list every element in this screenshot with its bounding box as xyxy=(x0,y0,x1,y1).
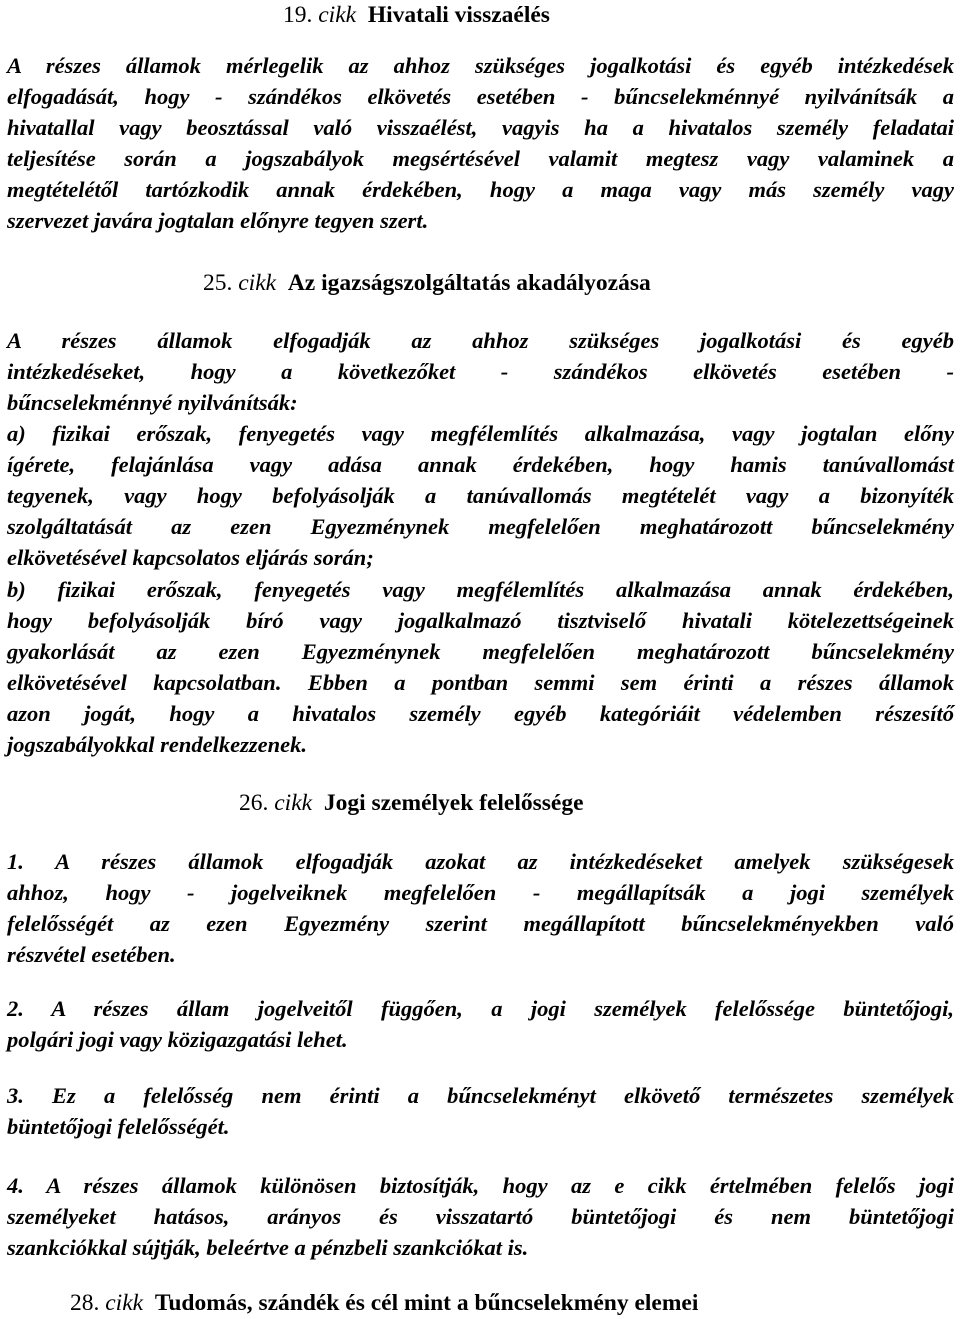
text-line: részvétel esetében. xyxy=(7,942,176,967)
article-title: Tudomás, szándék és cél mint a bűncselekmény elemei xyxy=(154,1290,699,1316)
text-line: jogszabályokkal rendelkezzenek. xyxy=(7,732,307,757)
text-line: ígérete, felajánlása vagy adása annak érdekében, hogy hamis tanúvallomást xyxy=(7,452,954,477)
article-26-paragraph-3 xyxy=(7,1080,954,1142)
article-25-item-b xyxy=(7,574,954,760)
text-line: szervezet javára jogtalan előnyre tegyen szert. xyxy=(7,208,429,233)
text-line: személyeket hatásos, arányos és visszatartó büntetőjogi és nem büntetőjogi xyxy=(7,1204,954,1229)
article-word: cikk xyxy=(105,1290,144,1316)
article-word: cikk xyxy=(318,2,357,28)
article-title: Hivatali visszaélés xyxy=(367,2,550,28)
article-number: 26. xyxy=(239,790,269,816)
text-line: ahhoz, hogy - jogelveiknek megfelelően - megállapítsák a jogi személyek xyxy=(7,880,954,905)
article-28-heading xyxy=(70,1288,698,1318)
article-26-heading xyxy=(239,788,584,818)
article-word: cikk xyxy=(274,790,313,816)
text-line: gyakorlását az ezen Egyezménynek megfelelően meghatározott bűncselekmény xyxy=(7,639,954,664)
article-number: 28. xyxy=(70,1290,100,1316)
article-25-heading xyxy=(203,268,651,298)
text-line: elkövetésével kapcsolatos eljárás során; xyxy=(7,545,374,570)
text-line: elkövetésével kapcsolatban. Ebben a pontban semmi sem érinti a részes államok xyxy=(7,670,954,695)
text-line: b) fizikai erőszak, fenyegetés vagy megfélemlítés alkalmazása annak érdekében, xyxy=(7,577,954,602)
text-line: tegyenek, vagy hogy befolyásolják a tanúvallomás megtételét vagy a bizonyíték xyxy=(7,483,954,508)
text-line: 1. A részes államok elfogadják azokat az intézkedéseket amelyek szükségesek xyxy=(7,849,954,874)
text-line: hivatallal vagy beosztással való visszaélést, vagyis ha a hivatalos személy feladatai xyxy=(7,115,954,140)
text-line: megtételétől tartózkodik annak érdekében, hogy a maga vagy más személy vagy xyxy=(7,177,954,202)
text-line: A részes államok mérlegelik az ahhoz szükséges jogalkotási és egyéb intézkedések xyxy=(7,53,954,78)
article-26-paragraph-2 xyxy=(7,993,954,1055)
text-line: azon jogát, hogy a hivatalos személy egyéb kategóriáit védelemben részesítő xyxy=(7,701,954,726)
text-line: elfogadását, hogy - szándékos elkövetés esetében - bűncselekménnyé nyilvánítsák a xyxy=(7,84,954,109)
text-line: polgári jogi vagy közigazgatási lehet. xyxy=(7,1027,348,1052)
article-26-paragraph-1 xyxy=(7,846,954,970)
text-line: szankciókkal sújtják, beleértve a pénzbeli szankciókat is. xyxy=(7,1235,529,1260)
text-line: 2. A részes állam jogelveitől függően, a jogi személyek felelőssége büntetőjogi, xyxy=(7,996,954,1021)
text-line: hogy befolyásolják bíró vagy jogalkalmazó tisztviselő hivatali kötelezettségeinek xyxy=(7,608,954,633)
text-line: 3. Ez a felelősség nem érinti a bűncselekményt elkövető természetes személyek xyxy=(7,1083,954,1108)
text-line: 4. A részes államok különösen biztosítják, hogy az e cikk értelmében felelős jogi xyxy=(7,1173,954,1198)
text-line: a) fizikai erőszak, fenyegetés vagy megfélemlítés alkalmazása, vagy jogtalan előny xyxy=(7,421,954,446)
article-19-paragraph xyxy=(7,50,954,236)
article-title: Az igazságszolgáltatás akadályozása xyxy=(287,270,651,296)
article-26-paragraph-4 xyxy=(7,1170,954,1263)
article-25-intro xyxy=(7,325,954,418)
text-line: büntetőjogi felelősségét. xyxy=(7,1114,230,1139)
article-word: cikk xyxy=(238,270,277,296)
text-line: A részes államok elfogadják az ahhoz szükséges jogalkotási és egyéb xyxy=(7,328,954,353)
text-line: intézkedéseket, hogy a következőket - szándékos elkövetés esetében - xyxy=(7,359,954,384)
article-number: 25. xyxy=(203,270,233,296)
article-19-heading xyxy=(283,0,550,30)
text-line: felelősségét az ezen Egyezmény szerint megállapított bűncselekményekben való xyxy=(7,911,954,936)
article-25-item-a xyxy=(7,418,954,573)
article-number: 19. xyxy=(283,2,313,28)
article-title: Jogi személyek felelőssége xyxy=(323,790,584,816)
text-line: teljesítése során a jogszabályok megsértésével valamit megtesz vagy valaminek a xyxy=(7,146,954,171)
text-line: bűncselekménnyé nyilvánítsák: xyxy=(7,390,298,415)
text-line: szolgáltatását az ezen Egyezménynek megfelelően meghatározott bűncselekmény xyxy=(7,514,954,539)
